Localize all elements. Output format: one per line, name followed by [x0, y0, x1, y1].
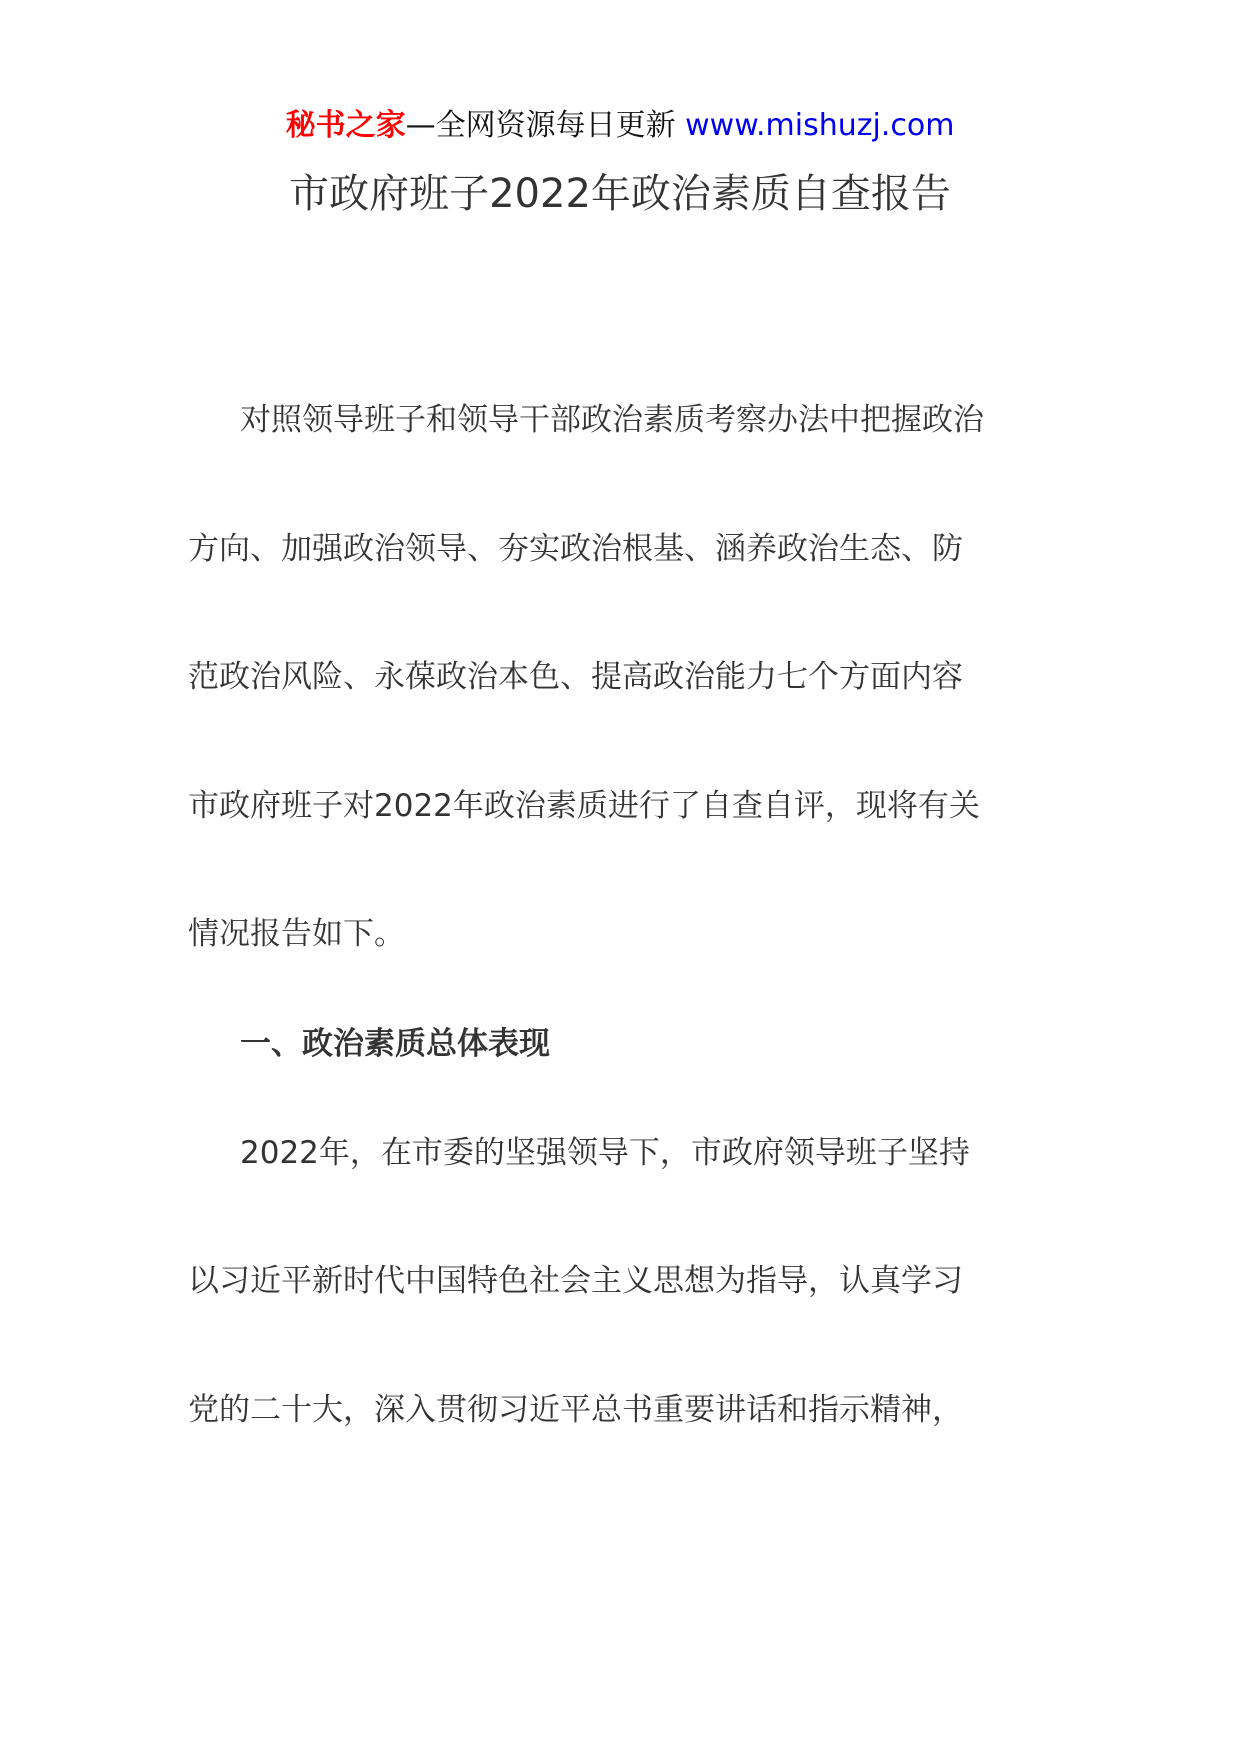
- paragraph-line: 2022年，在市委的坚强领导下，市政府领导班子坚持: [240, 1135, 970, 1171]
- document-title: 市政府班子2022年政治素质自查报告: [289, 171, 951, 217]
- header-tagline: —全网资源每日更新: [405, 108, 686, 143]
- paragraph-line: 情况报告如下。: [188, 916, 405, 952]
- paragraph-line: 范政治风险、永葆政治本色、提高政治能力七个方面内容: [188, 659, 963, 695]
- paragraph-line: 市政府班子对2022年政治素质进行了自查自评，现将有关: [188, 788, 980, 824]
- site-header: [0, 104, 1240, 148]
- brand-name: 秘书之家: [285, 108, 406, 143]
- site-url-link[interactable]: www.mishuzj.com: [685, 108, 955, 143]
- paragraph-line: 党的二十大，深入贯彻习近平总书重要讲话和指示精神，: [188, 1392, 963, 1428]
- paragraph-line: 方向、加强政治领导、夯实政治根基、涵养政治生态、防: [188, 531, 963, 567]
- section-heading: 一、政治素质总体表现: [240, 1026, 550, 1062]
- paragraph-line: 对照领导班子和领导干部政治素质考察办法中把握政治: [240, 402, 984, 438]
- paragraph-line: 以习近平新时代中国特色社会主义思想为指导，认真学习: [188, 1263, 963, 1299]
